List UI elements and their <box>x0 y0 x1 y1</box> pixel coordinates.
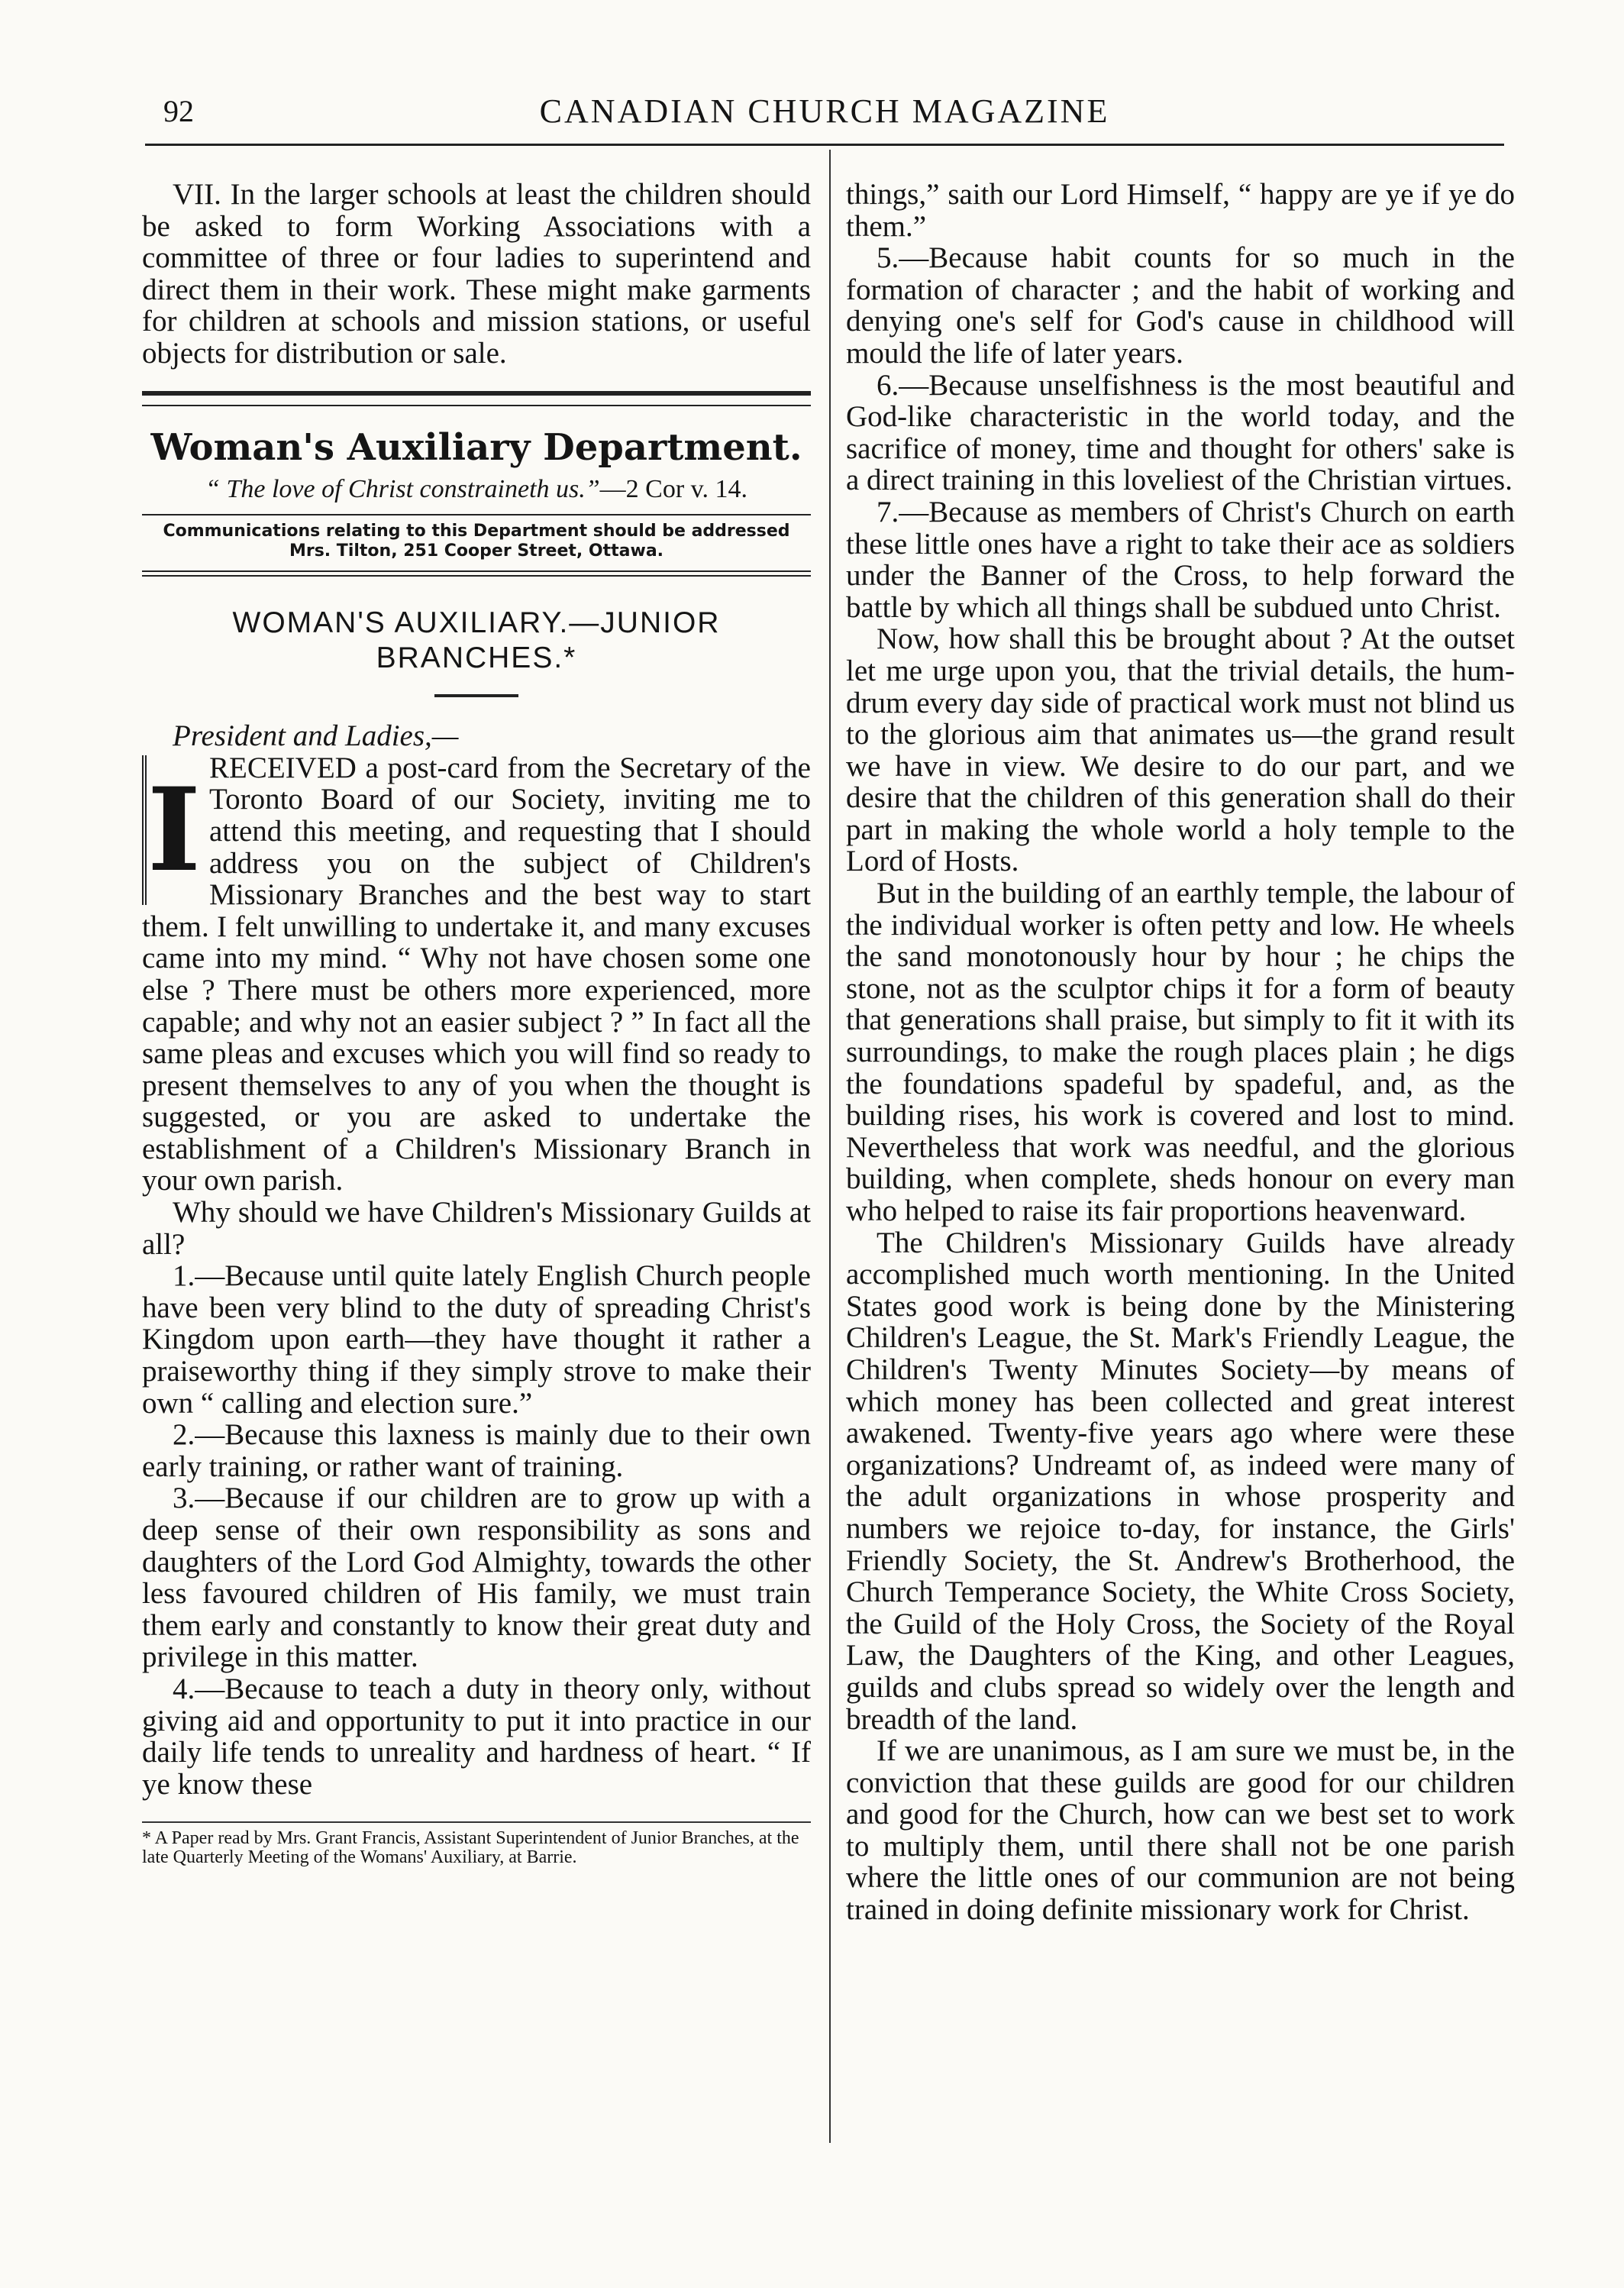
first-paragraph <box>142 752 811 1197</box>
communications-note: Communications relating to this Department should be addressed Mrs. Tilton, 251 Cooper Street, Ottawa. <box>163 522 790 561</box>
paragraph: If we are unanimous, as I am sure we must be, in the conviction that these guilds are good for our children and good for the Church, how can we best set to work to multiply them, until there shall not be one parish where the little ones of our communion are not being trained in doing definite missionary work for Christ. <box>846 1734 1515 1927</box>
right-column <box>846 179 1515 1926</box>
paragraph: Why should we have Children's Missionary Guilds at all? <box>142 1196 811 1261</box>
epigraph-reference: —2 Cor v. 14. <box>599 474 747 503</box>
epigraph <box>142 473 811 506</box>
salutation: President and Ladies,— <box>173 719 459 753</box>
header-rule <box>145 144 1504 146</box>
epigraph-quote: “ The love of Christ constraineth us.” <box>205 474 600 503</box>
paragraph: 5.—Because habit counts for so much in the formation of character ; and the habit of working and denying one's self for God's cause in childhood will mould the life of later years. <box>846 241 1515 370</box>
rule <box>142 514 811 515</box>
paragraph: But in the building of an earthly temple, the labour of the individual worker is often petty and low. He wheels the sand monotonously hour by hour ; he chips the stone, not as the sculptor chips it for a form of beauty that generations shall praise, but simply to fit it with its surroundings, to make the rough places plain ; he digs the foundations spadeful by spadeful, and, as the building rises, his work is covered and lost to mind. Nevertheless that work was needful, and the glorious building, when complete, sheds honour on every man who helped to raise its fair proportions heavenward. <box>846 877 1515 1227</box>
paragraph: The Children's Missionary Guilds have already accomplished much worth mentioning. In the United States good work is being done by the Ministering Children's League, the St. Mark's Friendly League, the Children's Twenty Minutes Society—by means of which money has been collected and great interest awakened. Twenty-five years ago where were these organizations? Undreamt of, as indeed were many of the adult organizations in whose prosperity and numbers we rejoice to-day, for instance, the Girls' Friendly Society, the St. Andrew's Brotherhood, the Church Temperance Society, the White Cross Society, the Guild of the Holy Cross, the Society of the Royal Law, the Daughters of the King, and other Leagues, guilds and clubs spread so widely over the length and breadth of the land. <box>846 1226 1515 1736</box>
footnote: * A Paper read by Mrs. Grant Francis, Assistant Superintendent of Junior Branches, at the late Quarterly Meeting of the Womans' Auxiliary, at Barrie. <box>142 1828 799 1868</box>
paragraph: 3.—Because if our children are to grow up with a deep sense of their own responsibility as sons and daughters of the Lord God Almighty, towards the other less favoured children of His family, we must train them early and constantly to know their great duty and privilege in this matter. <box>142 1482 811 1674</box>
paragraph: 1.—Because until quite lately English Church people have been very blind to the duty of spreading Christ's Kingdom upon earth—they have thought it rather a praiseworthy thing if they simply strove to make their own “ calling and election sure.” <box>142 1259 811 1420</box>
paragraph: things,” saith our Lord Himself, “ happy are ye if ye do them.” <box>846 178 1515 243</box>
paragraph: 7.—Because as members of Christ's Church on earth these little ones have a right to take their ace as soldiers under the Banner of the Cross, to help forward the battle by which all things shall be subdued unto Christ. <box>846 495 1515 624</box>
paragraph: 6.—Because unselfishness is the most beautiful and God-like characteristic in the world today, and the sacrifice of money, time and thought for others' sake is a direct training in this loveliest of the Christian virtues. <box>846 368 1515 497</box>
section-title: WOMAN'S AUXILIARY.—JUNIOR BRANCHES.* <box>232 606 721 675</box>
magazine-title: CANADIAN CHURCH MAGAZINE <box>539 92 1110 130</box>
footnote-rule <box>142 1821 811 1823</box>
column-divider <box>829 150 831 2143</box>
department-heading: Woman's Auxiliary Department. <box>150 425 802 469</box>
intro-paragraph: VII. In the larger schools at least the children should be asked to form Working Associations with a committee of three or four ladies to superintend and direct them in their work. These might make garments for children at schools and mission stations, or useful objects for distribution or sale. <box>142 178 811 370</box>
left-column <box>142 179 811 1867</box>
page-header <box>145 86 1504 147</box>
short-rule <box>434 694 518 697</box>
section-rule <box>142 391 811 406</box>
page-number: 92 <box>163 94 194 128</box>
paragraph: 2.—Because this laxness is mainly due to their own early training, or rather want of training. <box>142 1418 811 1483</box>
double-rule <box>142 570 811 577</box>
drop-cap: I <box>142 755 202 905</box>
first-paragraph-text: RECEIVED a post-card from the Secretary of the Toronto Board of our Society, inviting me to attend this meeting, and requesting that I should address you on the subject of Children's Missionary Branches and the best way to start them. I felt unwilling to undertake it, and many excuses came into my mind. “ Why not have chosen some one else ? There must be others more experienced, more capable; and why not an easier subject ? ” In fact all the same pleas and excuses which you will find so ready to present themselves to any of you when the thought is suggested, or you are asked to undertake the establishment of a Children's Missionary Branch in your own parish. <box>142 751 811 1197</box>
paragraph: 4.—Because to teach a duty in theory only, without giving aid and opportunity to put it into practice in our daily life tends to unreality and hardness of heart. “ If ye know these <box>142 1672 811 1801</box>
paragraph: Now, how shall this be brought about ? At the outset let me urge upon you, that the trivial details, the hum-drum every day side of practical work must not blind us to the glorious aim that animates us—the grand result we have in view. We desire to do our part, and we desire that the children of this generation shall do their part in making the whole world a holy temple to the Lord of Hosts. <box>846 622 1515 878</box>
